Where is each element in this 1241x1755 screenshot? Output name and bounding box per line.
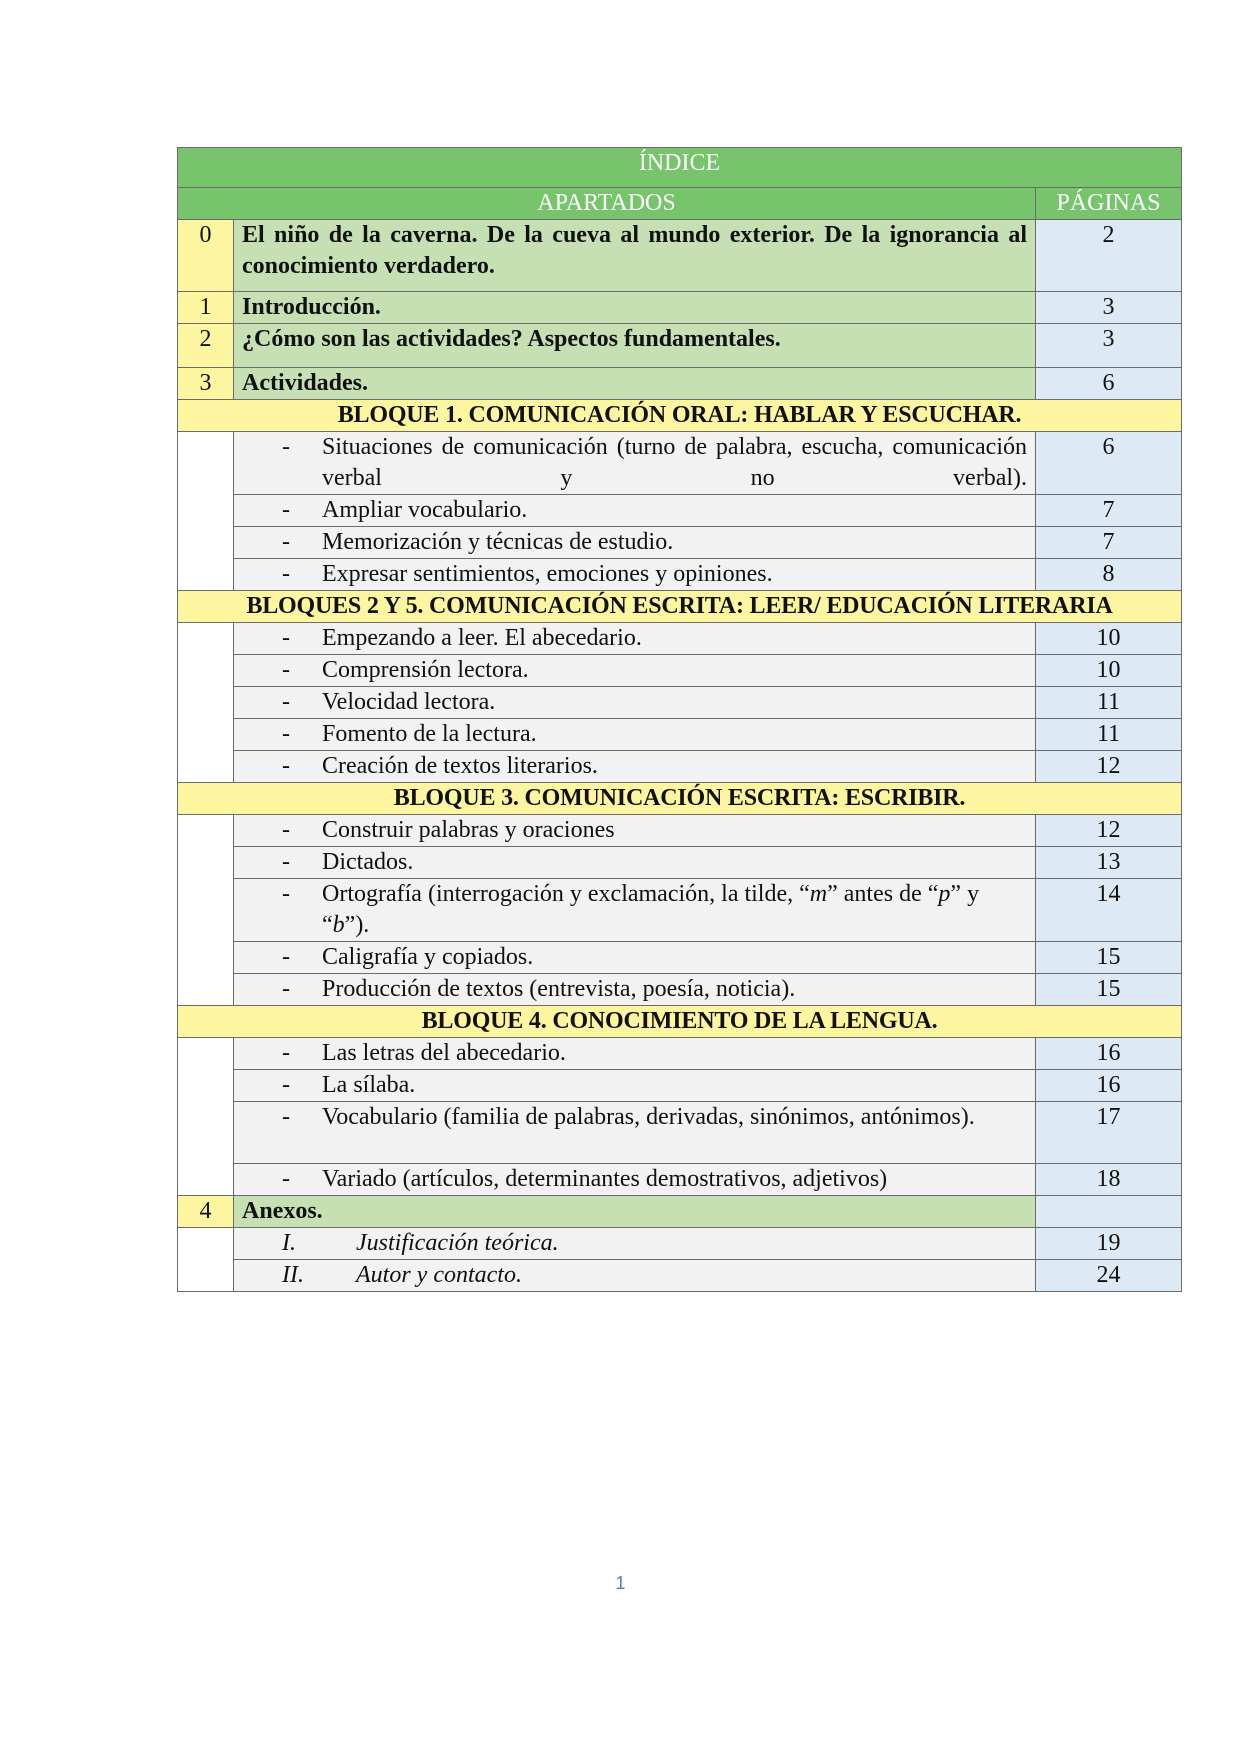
empty-cell [178, 1228, 234, 1260]
section-title: Anexos. [234, 1196, 1036, 1228]
empty-cell [178, 559, 234, 591]
subitem-text: Empezando a leer. El abecedario. [322, 625, 642, 651]
section-row-4 [178, 1196, 1182, 1228]
empty-cell [178, 623, 234, 655]
anexo-item [234, 1260, 1036, 1292]
anexo-page: 24 [1036, 1260, 1182, 1292]
section-row-0 [178, 220, 1182, 292]
dash-bullet: - [282, 817, 290, 843]
section-page [1036, 1196, 1182, 1228]
subitem-text: Construir palabras y oraciones [322, 817, 615, 843]
subitem-text: Ampliar vocabulario. [322, 497, 528, 523]
subitem-row [178, 1038, 1182, 1070]
anexo-item [234, 1228, 1036, 1260]
bloque-row-4 [178, 1006, 1182, 1038]
empty-cell [178, 1102, 234, 1164]
subitem-text: Comprensión lectora. [322, 657, 529, 683]
subitem [234, 1070, 1036, 1102]
subitem [234, 559, 1036, 591]
subitem-row [178, 527, 1182, 559]
empty-cell [178, 1164, 234, 1196]
subitem-text: Las letras del abecedario. [322, 1040, 566, 1066]
section-page: 3 [1036, 324, 1182, 368]
section-title: Actividades. [234, 368, 1036, 400]
section-page: 6 [1036, 368, 1182, 400]
subitem-row [178, 719, 1182, 751]
subitem-page: 6 [1036, 432, 1182, 495]
subitem-page: 7 [1036, 527, 1182, 559]
section-page: 2 [1036, 220, 1182, 292]
bloque-row-3 [178, 783, 1182, 815]
empty-cell [178, 527, 234, 559]
empty-cell [178, 432, 234, 495]
dash-bullet: - [282, 881, 290, 907]
subitem-row [178, 1102, 1182, 1164]
subitem-page: 11 [1036, 687, 1182, 719]
empty-cell [178, 1070, 234, 1102]
bloque-title: BLOQUE 3. COMUNICACIÓN ESCRITA: ESCRIBIR. [178, 783, 1182, 815]
section-title: Introducción. [234, 292, 1036, 324]
empty-cell [178, 687, 234, 719]
index-title: ÍNDICE [178, 148, 1182, 188]
roman-numeral: II. [282, 1262, 304, 1288]
dash-bullet: - [282, 434, 290, 460]
empty-cell [178, 495, 234, 527]
subitem-page: 16 [1036, 1070, 1182, 1102]
dash-bullet: - [282, 657, 290, 683]
apartados-header: APARTADOS [178, 188, 1036, 220]
subitem-text: Caligrafía y copiados. [322, 944, 534, 970]
subitem-row [178, 751, 1182, 783]
bloque-title: BLOQUE 1. COMUNICACIÓN ORAL: HABLAR Y ESCUCHAR. [178, 400, 1182, 432]
subitem [234, 495, 1036, 527]
subitem-text: La sílaba. [322, 1072, 416, 1098]
dash-bullet: - [282, 1072, 290, 1098]
anexo-row [178, 1228, 1182, 1260]
subitem [234, 719, 1036, 751]
subitem-text: Producción de textos (entrevista, poesía, noticia). [322, 976, 796, 1002]
dash-bullet: - [282, 689, 290, 715]
section-number: 4 [178, 1196, 234, 1228]
subitem-page: 11 [1036, 719, 1182, 751]
dash-bullet: - [282, 753, 290, 779]
subitem-text: Variado (artículos, determinantes demostrativos, adjetivos) [322, 1166, 888, 1192]
empty-cell [178, 1038, 234, 1070]
dash-bullet: - [282, 529, 290, 555]
bloque-title: BLOQUES 2 Y 5. COMUNICACIÓN ESCRITA: LEER/ EDUCACIÓN LITERARIA [178, 591, 1182, 623]
subitem [234, 751, 1036, 783]
dash-bullet: - [282, 849, 290, 875]
section-row-3 [178, 368, 1182, 400]
anexo-text: Autor y contacto. [356, 1262, 522, 1288]
column-header-row [178, 188, 1182, 220]
subitem [234, 974, 1036, 1006]
subitem [234, 655, 1036, 687]
subitem-row [178, 623, 1182, 655]
empty-cell [178, 942, 234, 974]
subitem-text: Vocabulario (familia de palabras, derivadas, sinónimos, antónimos). [322, 1104, 975, 1130]
subitem-text: Memorización y técnicas de estudio. [322, 529, 674, 555]
subitem-page: 10 [1036, 655, 1182, 687]
subitem [234, 527, 1036, 559]
subitem-page: 15 [1036, 942, 1182, 974]
subitem-text: Velocidad lectora. [322, 689, 496, 715]
subitem-row [178, 815, 1182, 847]
index-table [177, 147, 1182, 1292]
empty-cell [178, 847, 234, 879]
subitem [234, 847, 1036, 879]
subitem-row [178, 687, 1182, 719]
dash-bullet: - [282, 1040, 290, 1066]
section-title: ¿Cómo son las actividades? Aspectos fundamentales. [234, 324, 1036, 368]
anexo-page: 19 [1036, 1228, 1182, 1260]
empty-cell [178, 879, 234, 942]
empty-cell [178, 751, 234, 783]
subitem-row [178, 495, 1182, 527]
subitem [234, 1102, 1036, 1164]
roman-numeral: I. [282, 1230, 296, 1256]
empty-cell [178, 719, 234, 751]
subitem-row [178, 432, 1182, 495]
subitem-page: 17 [1036, 1102, 1182, 1164]
subitem-row [178, 974, 1182, 1006]
subitem [234, 432, 1036, 495]
bloque-row-2-5 [178, 591, 1182, 623]
bloque-row-1 [178, 400, 1182, 432]
subitem-page: 12 [1036, 751, 1182, 783]
subitem [234, 879, 1036, 942]
section-number: 3 [178, 368, 234, 400]
dash-bullet: - [282, 721, 290, 747]
subitem-text: Dictados. [322, 849, 414, 875]
subitem [234, 687, 1036, 719]
subitem-text: Situaciones de comunicación (turno de palabra, escucha, comunicación verbal y no verbal). [322, 434, 1027, 491]
subitem [234, 1164, 1036, 1196]
empty-cell [178, 815, 234, 847]
empty-cell [178, 655, 234, 687]
subitem-text: Ortografía (interrogación y exclamación, la tilde, “m” antes de “p” y “b”). [322, 881, 980, 938]
section-number: 0 [178, 220, 234, 292]
subitem [234, 1038, 1036, 1070]
subitem-page: 8 [1036, 559, 1182, 591]
subitem-page: 16 [1036, 1038, 1182, 1070]
subitem-page: 7 [1036, 495, 1182, 527]
subitem-page: 15 [1036, 974, 1182, 1006]
anexo-row [178, 1260, 1182, 1292]
section-number: 1 [178, 292, 234, 324]
dash-bullet: - [282, 1166, 290, 1192]
paginas-header: PÁGINAS [1036, 188, 1182, 220]
dash-bullet: - [282, 625, 290, 651]
subitem-row [178, 655, 1182, 687]
subitem-row [178, 847, 1182, 879]
subitem [234, 815, 1036, 847]
section-number: 2 [178, 324, 234, 368]
section-row-1 [178, 292, 1182, 324]
subitem-page: 14 [1036, 879, 1182, 942]
anexo-text: Justificación teórica. [356, 1230, 559, 1256]
dash-bullet: - [282, 976, 290, 1002]
subitem-page: 12 [1036, 815, 1182, 847]
empty-cell [178, 974, 234, 1006]
subitem-row [178, 879, 1182, 942]
subitem-page: 13 [1036, 847, 1182, 879]
index-title-row [178, 148, 1182, 188]
subitem-row [178, 942, 1182, 974]
empty-cell [178, 1260, 234, 1292]
subitem-page: 18 [1036, 1164, 1182, 1196]
subitem [234, 623, 1036, 655]
subitem-text: Fomento de la lectura. [322, 721, 537, 747]
subitem-row [178, 1070, 1182, 1102]
subitem-row [178, 1164, 1182, 1196]
section-page: 3 [1036, 292, 1182, 324]
subitem-row [178, 559, 1182, 591]
bloque-title: BLOQUE 4. CONOCIMIENTO DE LA LENGUA. [178, 1006, 1182, 1038]
section-row-2 [178, 324, 1182, 368]
subitem [234, 942, 1036, 974]
section-title: El niño de la caverna. De la cueva al mundo exterior. De la ignorancia al conocimiento verdadero. [234, 220, 1036, 292]
subitem-page: 10 [1036, 623, 1182, 655]
dash-bullet: - [282, 1104, 290, 1130]
page-number: 1 [615, 1573, 626, 1593]
subitem-text: Creación de textos literarios. [322, 753, 598, 779]
dash-bullet: - [282, 561, 290, 587]
dash-bullet: - [282, 497, 290, 523]
dash-bullet: - [282, 944, 290, 970]
subitem-text: Expresar sentimientos, emociones y opiniones. [322, 561, 773, 587]
